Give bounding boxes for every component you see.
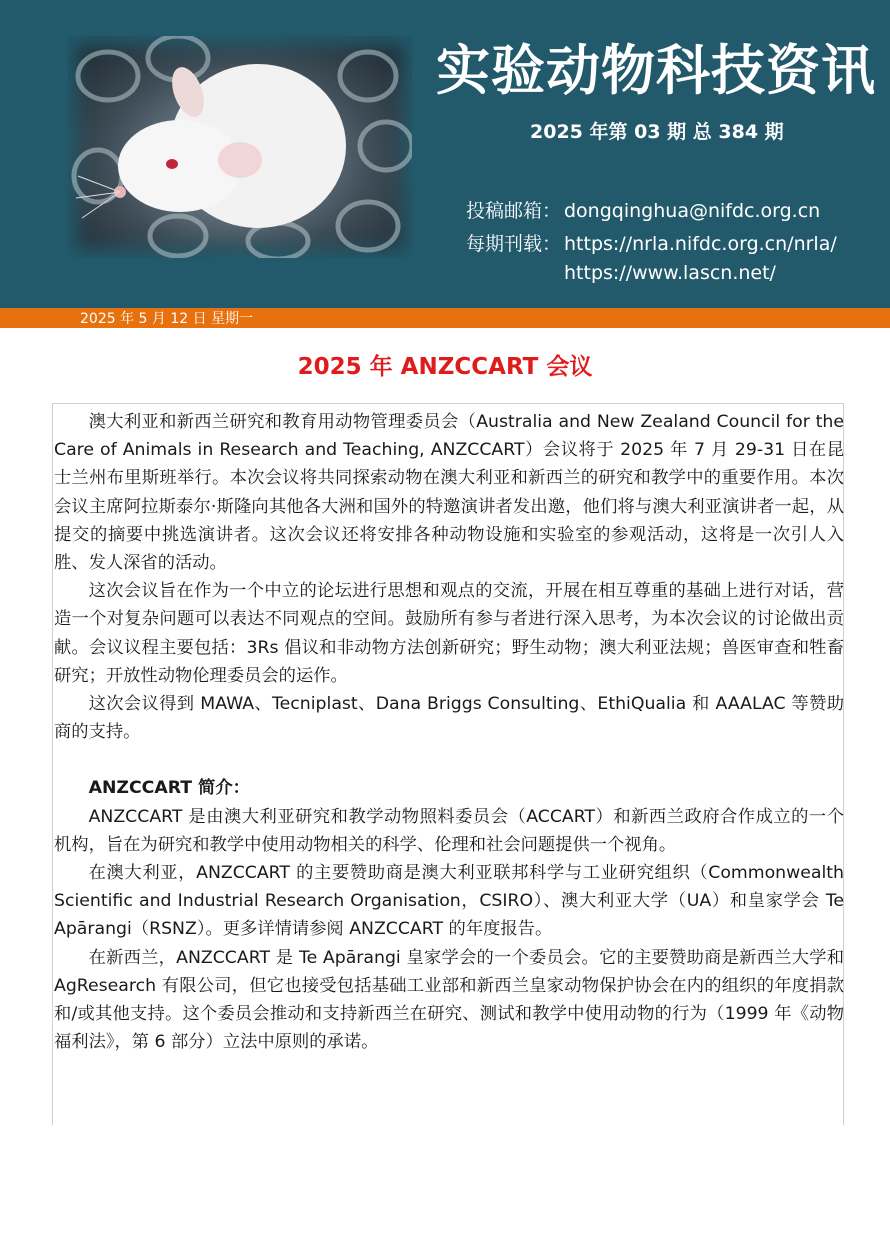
masthead — [0, 0, 890, 308]
paragraph: ANZCCART 是由澳大利亚研究和教学动物照料委员会（ACCART）和新西兰政府合作成立的一个机构，旨在为研究和教学中使用动物相关的科学、伦理和社会问题提供一个视角。 — [54, 806, 844, 855]
paragraph: 澳大利亚和新西兰研究和教育用动物管理委员会（Australia and New Zealand Council for the Care of Animals in Research and Teaching, ANZCCART）会议将于 2025 年 7 月 29-31 日在昆士兰州布里斯班举行。本次会议将共同探索动物在澳大利亚和新西兰的研究和教学中的重要作用。本次会议主席阿拉斯泰尔·斯隆向其他各大洲和国外的特邀演讲者发出邀，他们将与澳大利亚演讲者一起，从提交的摘要中挑选演讲者。这次会议还将安排各种动物设施和实验室的参观活动，这将是一次引人入胜、发人深省的活动。 — [54, 412, 844, 574]
website-link-lascn[interactable]: https://www.lascn.net/ — [564, 262, 776, 284]
website-row-2 — [466, 262, 876, 284]
paragraph: 这次会议得到 MAWA、Tecniplast、Dana Briggs Consulting、EthiQualia 和 AAALAC 等赞助商的支持。 — [54, 694, 844, 743]
submission-email-row — [466, 196, 876, 223]
section-subheading: ANZCCART 简介： — [88, 778, 250, 799]
magazine-title: 实验动物科技资讯 — [436, 39, 876, 102]
publication-date: 2025 年 5 月 12 日 星期一 — [80, 311, 254, 327]
website-link-nrla[interactable]: https://nrla.nifdc.org.cn/nrla/ — [564, 233, 837, 255]
issue-number: 2025 年第 03 期 总 384 期 — [530, 121, 784, 143]
article-title: 2025 年 ANZCCART 会议 — [297, 354, 593, 380]
website-row — [466, 229, 876, 256]
white-mouse-photo — [68, 36, 412, 258]
paragraph: 在澳大利亚，ANZCCART 的主要赞助商是澳大利亚联邦科学与工业研究组织（Commonwealth Scientific and Industrial Research Organisation，CSIRO）、澳大利亚大学（UA）和皇家学会 Te Apārangi（RSNZ）。更多详情请参阅 ANZCCART 的年度报告。 — [54, 863, 844, 940]
website-label: 每期刊载： — [466, 233, 562, 255]
article-body — [54, 408, 844, 1056]
email-label: 投稿邮箱： — [466, 200, 562, 222]
paragraph: 在新西兰，ANZCCART 是 Te Apārangi 皇家学会的一个委员会。它的主要赞助商是新西兰大学和 AgResearch 有限公司，但它也接受包括基础工业部和新西兰皇家动物保护协会在内的组织的年度捐款和/或其他支持。这个委员会推动和支持新西兰在研究、测试和教学中使用动物的行为（1999 年《动物福利法》，第 6 部分）立法中原则的承诺。 — [54, 947, 844, 1053]
email-link[interactable]: dongqinghua@nifdc.org.cn — [564, 200, 821, 222]
paragraph: 这次会议旨在作为一个中立的论坛进行思想和观点的交流，开展在相互尊重的基础上进行对话，营造一个对复杂问题可以表达不同观点的空间。鼓励所有参与者进行深入思考，为本次会议的讨论做出贡献。会议议程主要包括：3Rs 倡议和非动物方法创新研究；野生动物；澳大利亚法规；兽医审查和牲畜研究；开放性动物伦理委员会的运作。 — [54, 581, 844, 686]
paragraph-spacer — [54, 746, 844, 774]
